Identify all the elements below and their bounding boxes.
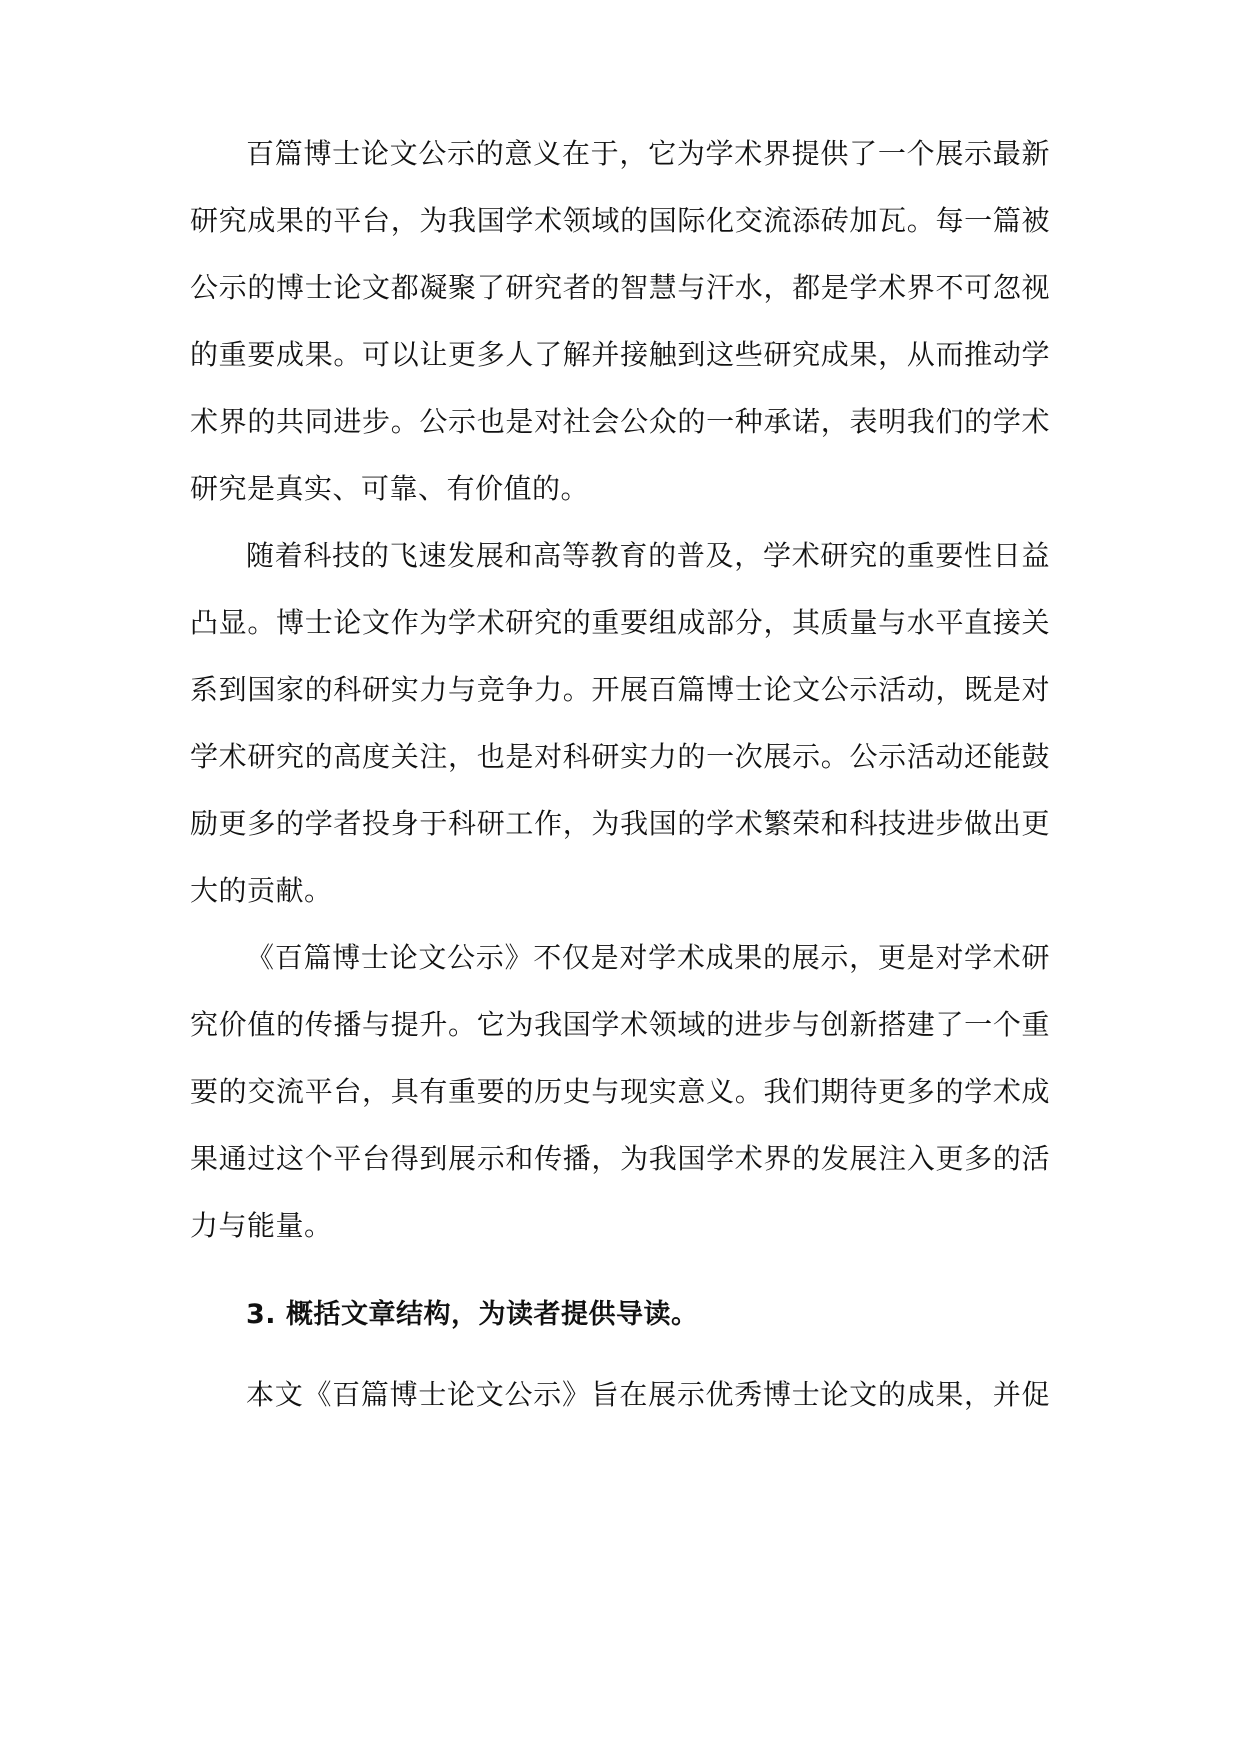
paragraph-2-line-1: 随着科技的飞速发展和高等教育的普及，学术研究的重要性日益: [246, 539, 1050, 572]
paragraph-1-line-5: 术界的共同进步。公示也是对社会公众的一种承诺，表明我们的学术: [190, 405, 1050, 438]
paragraph-3-line-3: 要的交流平台，具有重要的历史与现实意义。我们期待更多的学术成: [190, 1075, 1050, 1108]
paragraph-1-line-6: 研究是真实、可靠、有价值的。: [190, 472, 590, 505]
paragraph-1-line-4: 的重要成果。可以让更多人了解并接触到这些研究成果，从而推动学: [190, 338, 1050, 371]
paragraph-1-line-1: 百篇博士论文公示的意义在于，它为学术界提供了一个展示最新: [246, 137, 1050, 170]
paragraph-1-line-3: 公示的博士论文都凝聚了研究者的智慧与汗水，都是学术界不可忽视: [190, 271, 1050, 304]
paragraph-1-line-2: 研究成果的平台，为我国学术领域的国际化交流添砖加瓦。每一篇被: [190, 204, 1050, 237]
paragraph-3-line-4: 果通过这个平台得到展示和传播，为我国学术界的发展注入更多的活: [190, 1142, 1050, 1175]
paragraph-3-line-2: 究价值的传播与提升。它为我国学术领域的进步与创新搭建了一个重: [190, 1008, 1050, 1041]
section-heading-text: 概括文章结构，为读者提供导读。: [286, 1299, 699, 1330]
final-paragraph-line-1: 本文《百篇博士论文公示》旨在展示优秀博士论文的成果，并促: [246, 1378, 1050, 1411]
section-heading-number: 3.: [246, 1299, 277, 1330]
paragraph-3-line-5: 力与能量。: [190, 1209, 333, 1242]
paragraph-2-line-3: 系到国家的科研实力与竞争力。开展百篇博士论文公示活动，既是对: [190, 673, 1050, 706]
paragraph-2-line-4: 学术研究的高度关注，也是对科研实力的一次展示。公示活动还能鼓: [190, 740, 1050, 773]
paragraph-2-line-5: 励更多的学者投身于科研工作，为我国的学术繁荣和科技进步做出更: [190, 807, 1050, 840]
paragraph-3-line-1: 《百篇博士论文公示》不仅是对学术成果的展示，更是对学术研: [246, 941, 1050, 974]
paragraph-2-line-2: 凸显。博士论文作为学术研究的重要组成部分，其质量与水平直接关: [190, 606, 1050, 639]
paragraph-2-line-6: 大的贡献。: [190, 874, 333, 907]
section-heading: [190, 1290, 1050, 1340]
